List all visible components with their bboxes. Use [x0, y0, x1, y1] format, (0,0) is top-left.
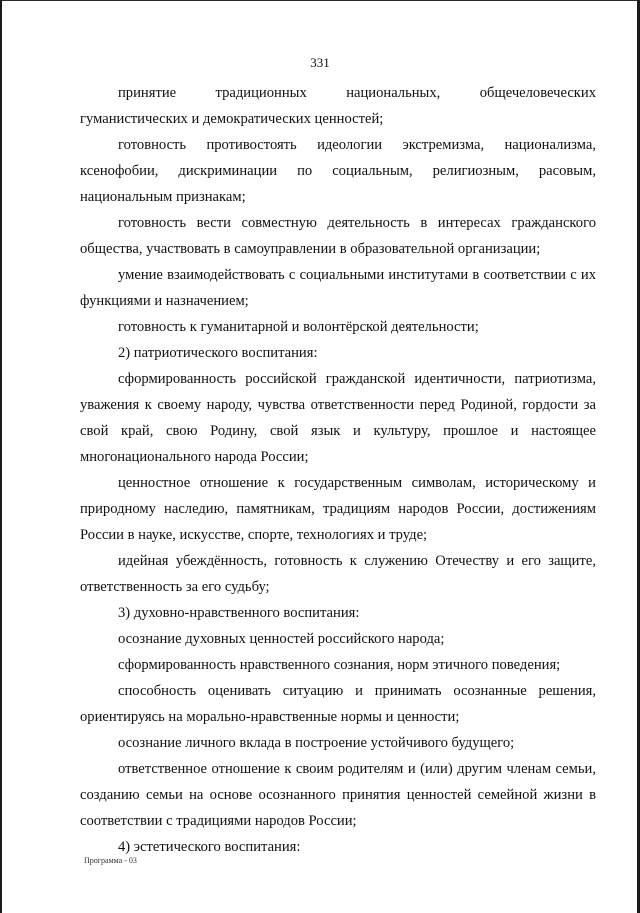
paragraph-11: осознание духовных ценностей российского народа;	[118, 631, 445, 647]
footer-label: Программа - 03	[84, 856, 137, 865]
paragraph-13: способность оценивать ситуацию и принимать осознанные решения, ориентируясь на морально-нравственные нормы и ценности;	[80, 683, 596, 725]
paragraph-5: готовность к гуманитарной и волонтёрской деятельности;	[118, 319, 479, 335]
paragraph-15: ответственное отношение к своим родителям и (или) другим членам семьи, созданию семьи на основе осознанного принятия ценностей семейной жизни в соответствии с традициями народов России;	[80, 761, 596, 829]
paragraph-2: готовность противостоять идеологии экстремизма, национализма, ксенофобии, дискриминации по социальным, религиозным, расовым, национальным признакам;	[80, 137, 596, 205]
paragraph-14: осознание личного вклада в построение устойчивого будущего;	[118, 735, 515, 751]
paragraph-3: готовность вести совместную деятельность в интересах гражданского общества, участвовать в самоуправлении в образовательной организации;	[80, 215, 596, 257]
paragraph-12: сформированность нравственного сознания, норм этичного поведения;	[118, 657, 561, 673]
paragraph-9: идейная убеждённость, готовность к служению Отечеству и его защите, ответственность за его судьбу;	[80, 553, 596, 595]
paragraph-4: умение взаимодействовать с социальными институтами в соответствии с их функциями и назначением;	[80, 267, 596, 309]
paragraph-1: принятие традиционных национальных, общечеловеческих гуманистических и демократических ценностей;	[80, 85, 596, 127]
document-body	[80, 80, 596, 860]
section-heading-patriotic: 2) патриотического воспитания:	[118, 345, 318, 361]
page-number: 331	[310, 55, 330, 70]
section-heading-aesthetic: 4) эстетического воспитания:	[118, 839, 301, 855]
paragraph-7: сформированность российской гражданской идентичности, патриотизма, уважения к своему народу, чувства ответственности перед Родиной, гордости за свой край, свою Родину, свой язык и культуру, прошлое и настоящее многонационального народа России;	[80, 371, 596, 465]
section-heading-spiritual: 3) духовно-нравственного воспитания:	[118, 605, 360, 621]
paragraph-8: ценностное отношение к государственным символам, историческому и природному наследию, памятникам, традициям народов России, достижениям России в науке, искусстве, спорте, технологиях и труде;	[80, 475, 596, 543]
